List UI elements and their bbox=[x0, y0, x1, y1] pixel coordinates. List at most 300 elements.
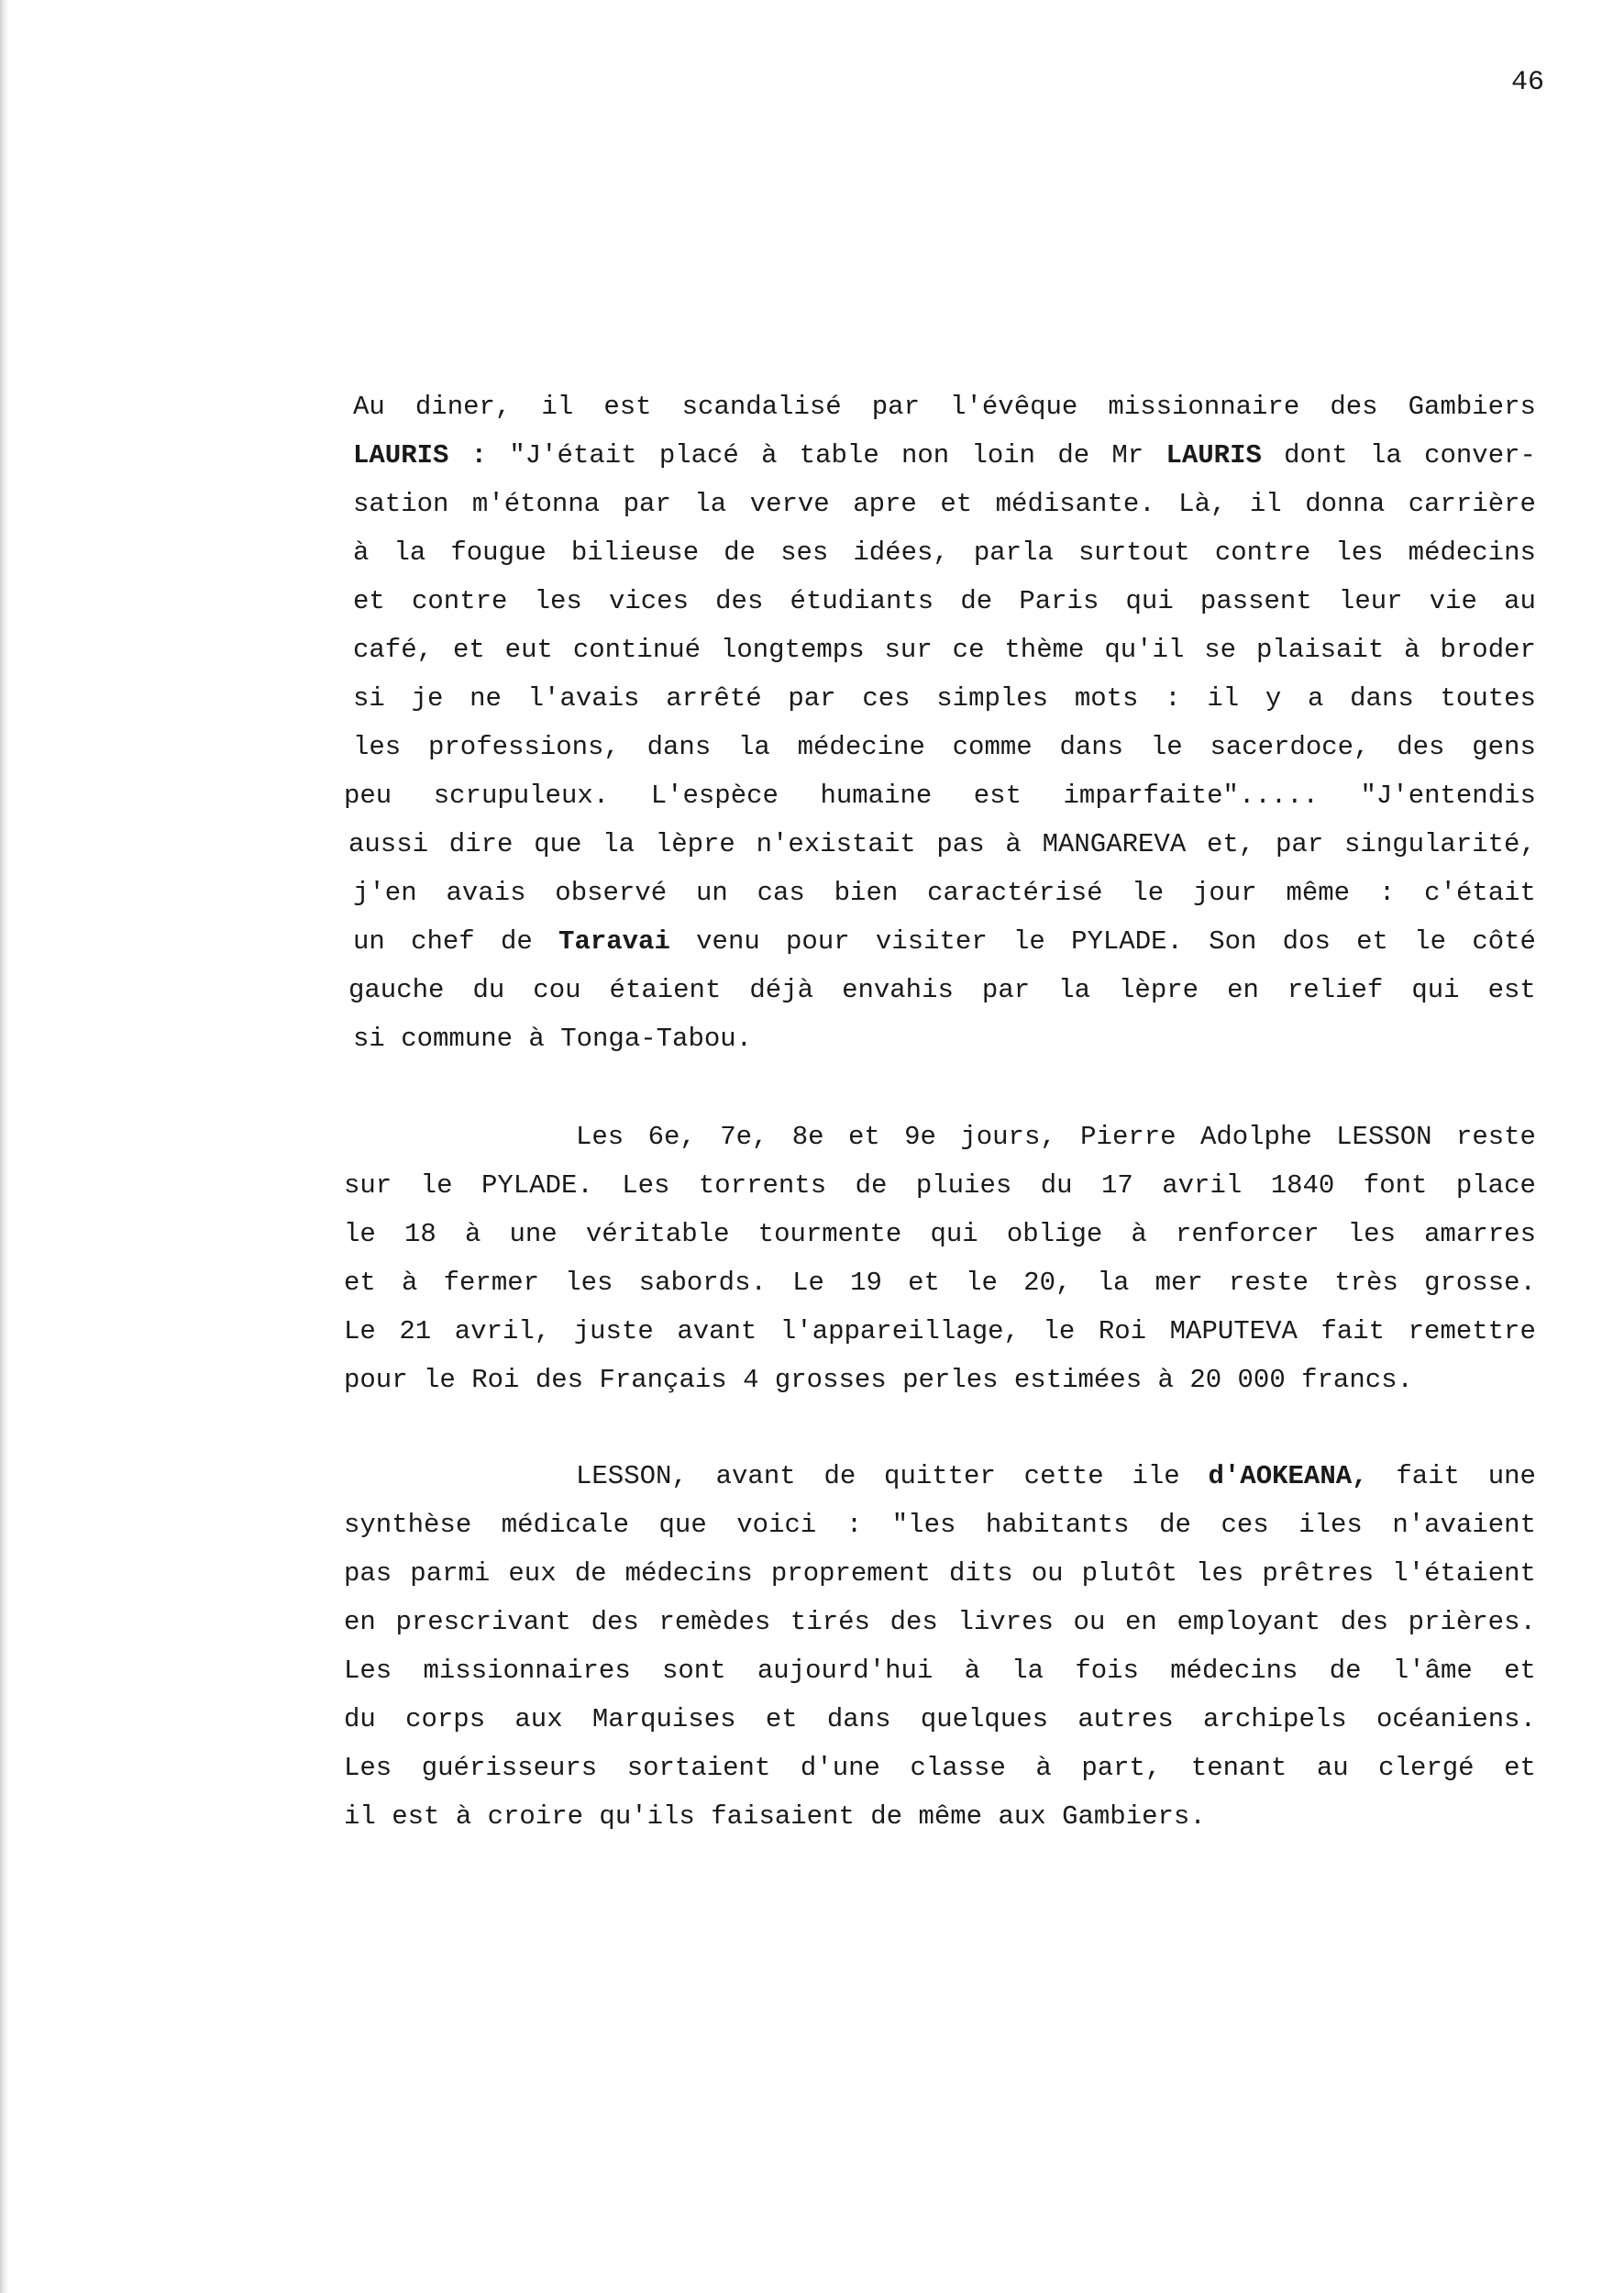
word: 4 bbox=[743, 1365, 759, 1395]
word: médecine bbox=[797, 732, 925, 762]
word: le bbox=[424, 1365, 456, 1395]
word: Les bbox=[344, 1656, 392, 1686]
word: et bbox=[940, 489, 973, 519]
word: à bbox=[1131, 1219, 1147, 1249]
word: 9e bbox=[904, 1122, 936, 1152]
word: la bbox=[694, 489, 727, 519]
word: il bbox=[1249, 489, 1282, 519]
word: tourmente bbox=[757, 1219, 902, 1249]
text-line bbox=[344, 1799, 1536, 1835]
text-line bbox=[353, 632, 1536, 669]
word: que bbox=[658, 1510, 707, 1540]
text-line bbox=[344, 1507, 1536, 1544]
word: comme bbox=[952, 732, 1033, 762]
word: fait bbox=[1396, 1461, 1460, 1491]
word: 17 bbox=[1100, 1170, 1133, 1201]
word: de bbox=[870, 1801, 903, 1832]
word: leur bbox=[1338, 586, 1403, 616]
word: pour bbox=[344, 1365, 408, 1395]
word: sacerdoce, bbox=[1210, 732, 1370, 762]
word: parla bbox=[973, 537, 1054, 568]
word: sont bbox=[662, 1656, 726, 1686]
word: un bbox=[353, 926, 385, 957]
word: à bbox=[455, 1801, 472, 1832]
word: prières. bbox=[1408, 1607, 1536, 1637]
word: 6e, bbox=[647, 1122, 696, 1152]
word: en bbox=[1125, 1607, 1157, 1637]
word: qui bbox=[930, 1219, 978, 1249]
text-line bbox=[353, 729, 1536, 766]
word: des bbox=[889, 1607, 938, 1637]
word: Paris bbox=[1019, 586, 1099, 616]
word: à bbox=[964, 1656, 980, 1686]
word: avais bbox=[446, 878, 526, 908]
text-line bbox=[348, 826, 1536, 863]
word: plutôt bbox=[1081, 1558, 1178, 1589]
word: humaine bbox=[820, 781, 933, 811]
word: habitants bbox=[985, 1510, 1130, 1540]
word: voici bbox=[736, 1510, 817, 1540]
word: est bbox=[392, 1801, 440, 1832]
word: des bbox=[535, 1365, 584, 1395]
word: d'une bbox=[800, 1753, 880, 1783]
word: à bbox=[1404, 635, 1420, 665]
word: les bbox=[1335, 537, 1384, 568]
word: de bbox=[724, 537, 756, 568]
word: ou bbox=[1031, 1558, 1064, 1589]
word: remettre bbox=[1408, 1316, 1536, 1346]
word: "J'entendis bbox=[1360, 781, 1536, 811]
word: toutes bbox=[1440, 683, 1536, 714]
word: à bbox=[528, 1024, 545, 1054]
word: il bbox=[1207, 683, 1240, 714]
word: clergé bbox=[1378, 1753, 1475, 1783]
text-line bbox=[344, 1556, 1536, 1592]
word: j'en bbox=[353, 878, 417, 908]
word: gauche bbox=[348, 975, 445, 1005]
word: la bbox=[1011, 1656, 1044, 1686]
word: dos bbox=[1282, 926, 1331, 957]
text-line bbox=[344, 1168, 1536, 1204]
word: scrupuleux. bbox=[433, 781, 610, 811]
text-line bbox=[344, 1265, 1536, 1302]
word: vices bbox=[608, 586, 689, 616]
word: commune bbox=[401, 1024, 514, 1054]
word: broder bbox=[1440, 635, 1536, 665]
word: si bbox=[353, 1024, 385, 1054]
word: de bbox=[574, 1558, 607, 1589]
word: contre bbox=[411, 586, 508, 616]
word: 21 bbox=[399, 1316, 432, 1346]
word: loin bbox=[971, 440, 1036, 471]
word: livres bbox=[957, 1607, 1054, 1637]
word: surtout bbox=[1077, 537, 1190, 568]
word: grosses bbox=[774, 1365, 887, 1395]
word: estimées bbox=[1013, 1365, 1143, 1395]
word: ses bbox=[780, 537, 829, 568]
word: avant bbox=[715, 1461, 796, 1491]
word: une bbox=[509, 1219, 558, 1249]
word: missionnaire bbox=[1108, 392, 1300, 422]
word: de bbox=[500, 926, 533, 957]
word: de bbox=[855, 1170, 888, 1201]
word: guérisseurs bbox=[421, 1753, 598, 1783]
word: Pierre bbox=[1080, 1122, 1177, 1152]
word: la bbox=[602, 829, 635, 859]
text-line bbox=[348, 972, 1536, 1009]
word: le bbox=[1013, 926, 1045, 957]
word: de bbox=[823, 1461, 856, 1491]
text-line bbox=[344, 1750, 1536, 1787]
word: dire bbox=[448, 829, 514, 859]
word: le bbox=[1132, 878, 1165, 908]
word: étaient bbox=[609, 975, 722, 1005]
word: Tonga-Tabou. bbox=[560, 1024, 753, 1054]
text-line bbox=[353, 438, 1536, 474]
word: et bbox=[353, 586, 385, 616]
word: Mr bbox=[1111, 440, 1144, 471]
text-line bbox=[344, 1313, 1536, 1350]
word: déjà bbox=[749, 975, 814, 1005]
word: et bbox=[765, 1704, 798, 1734]
word: qui bbox=[1125, 586, 1174, 616]
text-line bbox=[344, 1653, 1536, 1689]
word: amarres bbox=[1424, 1219, 1536, 1249]
word: la bbox=[1097, 1268, 1130, 1298]
word: : bbox=[470, 440, 488, 471]
word: du bbox=[344, 1704, 376, 1734]
word: place bbox=[1455, 1170, 1536, 1201]
word: non bbox=[901, 440, 950, 471]
word: passent bbox=[1199, 586, 1312, 616]
word: en bbox=[1227, 975, 1259, 1005]
word: qui bbox=[1411, 975, 1460, 1005]
word: la bbox=[1058, 975, 1090, 1005]
text-line bbox=[344, 1604, 1536, 1641]
word: sur bbox=[344, 1170, 392, 1201]
word: contre bbox=[1214, 537, 1311, 568]
word: et bbox=[847, 1122, 880, 1152]
word: LAURIS bbox=[353, 440, 449, 471]
word: est bbox=[973, 781, 1022, 811]
word: très bbox=[1334, 1268, 1398, 1298]
word: Adolphe bbox=[1199, 1122, 1312, 1152]
word: table bbox=[799, 440, 879, 471]
word: ce bbox=[952, 635, 985, 665]
text-line bbox=[353, 583, 1536, 620]
word: à bbox=[761, 440, 778, 471]
word: quitter bbox=[884, 1461, 996, 1491]
word: de bbox=[1329, 1656, 1362, 1686]
word: par bbox=[871, 392, 920, 422]
word: vie bbox=[1429, 586, 1477, 616]
word: Là, bbox=[1178, 489, 1227, 519]
text-line bbox=[344, 1701, 1536, 1738]
word: plaisait bbox=[1256, 635, 1385, 665]
word: n'avaient bbox=[1392, 1510, 1536, 1540]
word: médecins bbox=[624, 1558, 753, 1589]
word: Roi bbox=[1098, 1316, 1147, 1346]
word: Français bbox=[599, 1365, 727, 1395]
text-line bbox=[344, 778, 1536, 814]
word: m'étonna bbox=[471, 489, 601, 519]
word: pas bbox=[344, 1558, 392, 1589]
word: médecins bbox=[1408, 537, 1536, 568]
word: Gambiers. bbox=[1062, 1801, 1206, 1832]
word: : bbox=[845, 1510, 863, 1540]
word: apre bbox=[853, 489, 917, 519]
word: par bbox=[981, 975, 1031, 1005]
word: je bbox=[411, 683, 444, 714]
word: à bbox=[464, 1219, 481, 1249]
text-line bbox=[353, 681, 1536, 717]
text-line bbox=[353, 486, 1536, 523]
word: lèpre bbox=[655, 829, 735, 859]
word: ou bbox=[1073, 1607, 1106, 1637]
word: croire bbox=[487, 1801, 584, 1832]
word: à bbox=[353, 537, 370, 568]
word: les bbox=[1347, 1219, 1396, 1249]
word: se bbox=[1204, 635, 1237, 665]
word: MAPUTEVA bbox=[1169, 1316, 1298, 1346]
word: MANGAREVA bbox=[1042, 829, 1187, 859]
word: à bbox=[1005, 829, 1022, 859]
word: sortaient bbox=[626, 1753, 771, 1783]
word: l'âme bbox=[1392, 1656, 1473, 1686]
text-line bbox=[353, 389, 1536, 426]
word: singularité, bbox=[1344, 829, 1536, 859]
word: fermer bbox=[443, 1268, 540, 1298]
word: au bbox=[1504, 586, 1536, 616]
word: Marquises bbox=[591, 1704, 736, 1734]
word: juste bbox=[573, 1316, 654, 1346]
word: tirés bbox=[790, 1607, 870, 1637]
word: tenant bbox=[1190, 1753, 1287, 1783]
word: est bbox=[603, 392, 652, 422]
text-line bbox=[353, 1021, 1536, 1058]
word: Les bbox=[622, 1170, 670, 1201]
word: médisante. bbox=[995, 489, 1155, 519]
word: la bbox=[1370, 440, 1402, 471]
word: francs. bbox=[1301, 1365, 1413, 1395]
word: le bbox=[1150, 732, 1183, 762]
word: si bbox=[353, 683, 385, 714]
word: les bbox=[565, 1268, 613, 1298]
word: est bbox=[1487, 975, 1536, 1005]
word: professions, bbox=[428, 732, 620, 762]
word: océaniens. bbox=[1375, 1704, 1536, 1734]
word: d'AOKEANA, bbox=[1208, 1461, 1368, 1491]
word: en bbox=[344, 1607, 376, 1637]
word: c'était bbox=[1424, 878, 1536, 908]
word: ne bbox=[470, 683, 502, 714]
word: 19 bbox=[850, 1268, 882, 1298]
word: part, bbox=[1081, 1753, 1162, 1783]
word: "les bbox=[891, 1510, 956, 1540]
word: avril bbox=[1162, 1170, 1243, 1201]
word: relief bbox=[1287, 975, 1384, 1005]
word: les bbox=[353, 732, 402, 762]
word: même bbox=[918, 1801, 983, 1832]
word: cas bbox=[757, 878, 805, 908]
word: cou bbox=[533, 975, 581, 1005]
word: et bbox=[344, 1268, 376, 1298]
text-line bbox=[576, 1119, 1536, 1156]
word: Taravai bbox=[558, 926, 670, 957]
word: qu'il bbox=[1104, 635, 1185, 665]
word: le bbox=[966, 1268, 998, 1298]
word: sabords. bbox=[638, 1268, 767, 1298]
word: font bbox=[1363, 1170, 1428, 1201]
word: 20 bbox=[1189, 1365, 1222, 1395]
word: placé bbox=[658, 440, 739, 471]
page-number: 46 bbox=[1511, 67, 1545, 98]
word: envahis bbox=[842, 975, 954, 1005]
word: à bbox=[1035, 1753, 1052, 1783]
word: diner, bbox=[414, 392, 512, 422]
word: jours, bbox=[960, 1122, 1056, 1152]
word: eut bbox=[504, 635, 553, 665]
word: dans bbox=[1059, 732, 1124, 762]
word: véritable bbox=[585, 1219, 730, 1249]
word: médecins bbox=[1170, 1656, 1298, 1686]
word: bilieuse bbox=[570, 537, 700, 568]
word: torrents bbox=[698, 1170, 827, 1201]
word: 1840 bbox=[1270, 1170, 1335, 1201]
word: bien bbox=[834, 878, 899, 908]
word: l'avais bbox=[527, 683, 640, 714]
word: chef bbox=[411, 926, 475, 957]
word: : bbox=[1165, 683, 1181, 714]
word: un bbox=[695, 878, 728, 908]
word: même bbox=[1286, 878, 1351, 908]
text-line bbox=[353, 924, 1536, 960]
word: Gambiers bbox=[1408, 392, 1536, 422]
word: aussi bbox=[348, 829, 429, 859]
word: avant bbox=[677, 1316, 757, 1346]
word: remèdes bbox=[658, 1607, 771, 1637]
word: de bbox=[1159, 1510, 1191, 1540]
word: dans bbox=[826, 1704, 891, 1734]
word: scandalisé bbox=[681, 392, 842, 422]
word: aux bbox=[998, 1801, 1046, 1832]
word: perles bbox=[902, 1365, 999, 1395]
word: venu bbox=[696, 926, 760, 957]
word: archipels bbox=[1203, 1704, 1347, 1734]
word: pluies bbox=[915, 1170, 1012, 1201]
word: du bbox=[472, 975, 505, 1005]
word: visiter bbox=[875, 926, 988, 957]
word: le bbox=[1414, 926, 1447, 957]
word: l'appareillage, bbox=[779, 1316, 1020, 1346]
word: Les bbox=[344, 1753, 392, 1783]
word: l'étaient bbox=[1392, 1558, 1536, 1589]
word: thème bbox=[1004, 635, 1085, 665]
word: reste bbox=[1455, 1122, 1536, 1152]
word: et, bbox=[1207, 829, 1255, 859]
word: la bbox=[738, 732, 770, 762]
word: par bbox=[623, 489, 671, 519]
word: 7e, bbox=[720, 1122, 768, 1152]
word: aujourd'hui bbox=[757, 1656, 934, 1686]
word: mer bbox=[1154, 1268, 1203, 1298]
word: 000 bbox=[1237, 1365, 1286, 1395]
text-line bbox=[344, 1216, 1536, 1253]
word: renforcer bbox=[1175, 1219, 1320, 1249]
word: que bbox=[534, 829, 582, 859]
word: des bbox=[1340, 1607, 1388, 1637]
word: verve bbox=[749, 489, 830, 519]
word: dans bbox=[646, 732, 712, 762]
word: l'évêque bbox=[950, 392, 1078, 422]
word: par bbox=[788, 683, 836, 714]
word: fait bbox=[1320, 1316, 1386, 1346]
word: carrière bbox=[1408, 489, 1536, 519]
word: L'espèce bbox=[650, 781, 779, 811]
word: observé bbox=[555, 878, 668, 908]
word: fois bbox=[1075, 1656, 1139, 1686]
word: dans bbox=[1350, 683, 1414, 714]
word: : bbox=[1378, 878, 1396, 908]
word: prêtres bbox=[1262, 1558, 1375, 1589]
word: des bbox=[1397, 732, 1445, 762]
word: du bbox=[1040, 1170, 1073, 1201]
word: Au bbox=[353, 392, 385, 422]
word: conver- bbox=[1424, 440, 1536, 471]
word: iles bbox=[1298, 1510, 1363, 1540]
word: missionnaires bbox=[423, 1656, 631, 1686]
word: dont bbox=[1284, 440, 1348, 471]
word: pour bbox=[786, 926, 850, 957]
word: proprement bbox=[770, 1558, 931, 1589]
word: le bbox=[1043, 1316, 1076, 1346]
word: sur bbox=[884, 635, 933, 665]
word: lèpre bbox=[1119, 975, 1199, 1005]
word: fougue bbox=[450, 537, 547, 568]
word: à bbox=[402, 1268, 418, 1298]
word: Roi bbox=[471, 1365, 520, 1395]
word: imparfaite"..... bbox=[1063, 781, 1319, 811]
word: des bbox=[1330, 392, 1378, 422]
word: LESSON, bbox=[576, 1461, 688, 1491]
word: PYLADE. bbox=[481, 1170, 593, 1201]
word: continué bbox=[572, 635, 702, 665]
word: caractérisé bbox=[927, 878, 1103, 908]
word: café, bbox=[353, 635, 434, 665]
word: côté bbox=[1472, 926, 1536, 957]
text-line bbox=[353, 875, 1536, 912]
word: 8e bbox=[791, 1122, 824, 1152]
word: classe bbox=[910, 1753, 1006, 1783]
word: y bbox=[1265, 683, 1282, 714]
word: et bbox=[452, 635, 485, 665]
word: ces bbox=[862, 683, 911, 714]
word: avril, bbox=[454, 1316, 551, 1346]
word: par bbox=[1276, 829, 1324, 859]
word: n'existait bbox=[756, 829, 916, 859]
word: une bbox=[1487, 1461, 1536, 1491]
word: étudiants bbox=[790, 586, 934, 616]
word: aux bbox=[514, 1704, 563, 1734]
word: a bbox=[1308, 683, 1324, 714]
text-line bbox=[576, 1458, 1536, 1495]
word: peu bbox=[344, 781, 392, 811]
word: employant bbox=[1177, 1607, 1321, 1637]
word: arrêté bbox=[666, 683, 762, 714]
word: idées, bbox=[853, 537, 949, 568]
word: de bbox=[1057, 440, 1090, 471]
word: les bbox=[1196, 1558, 1244, 1589]
